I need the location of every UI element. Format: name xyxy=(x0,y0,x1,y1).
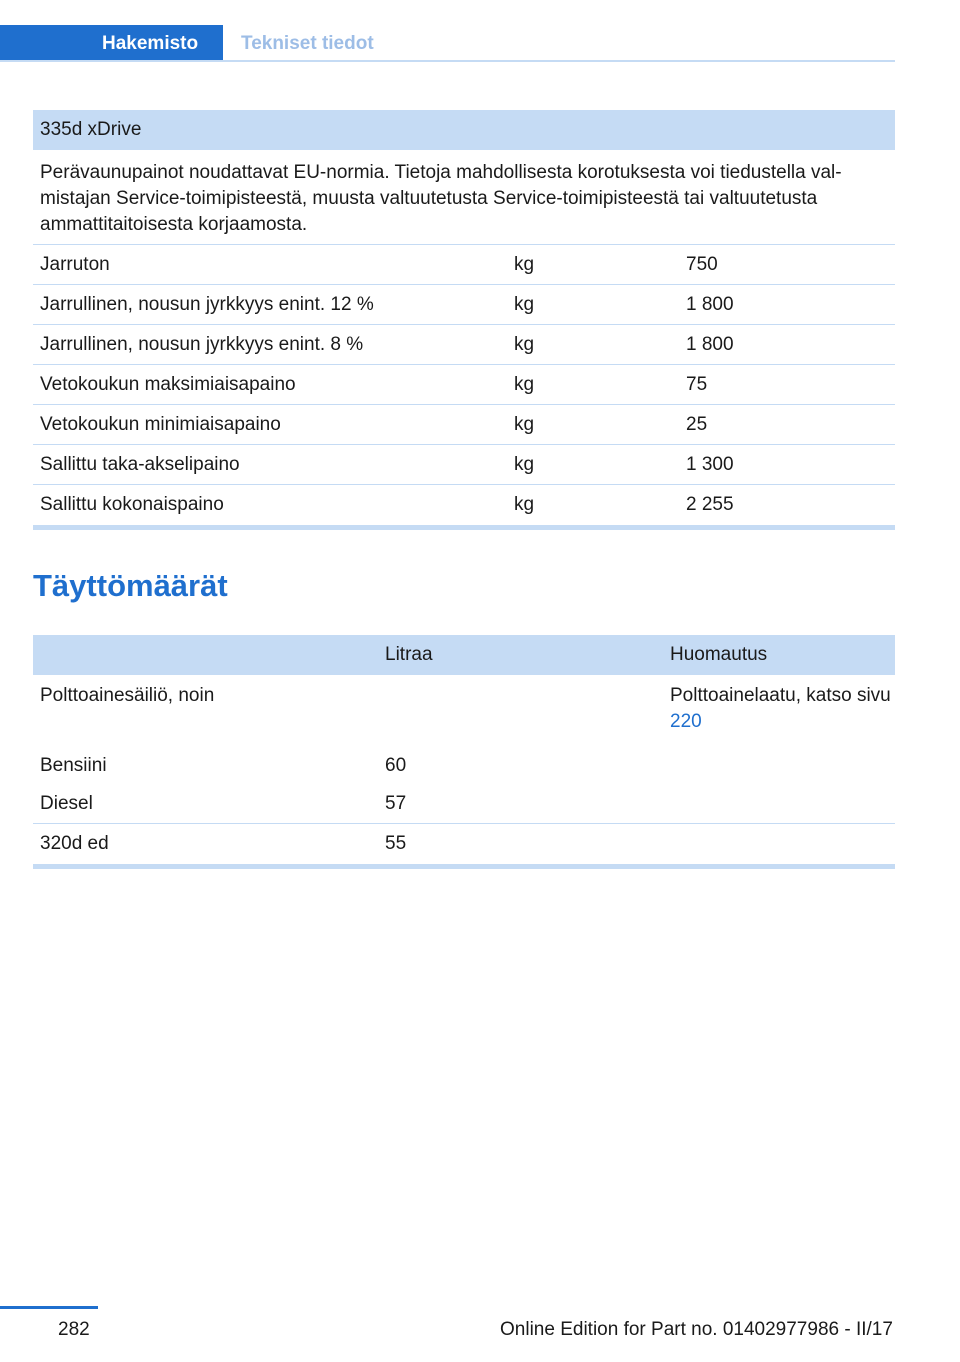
edition-text: Online Edition for Part no. 01402977986 - II/17 xyxy=(500,1319,893,1340)
row-value: 60 xyxy=(385,755,407,776)
table-row xyxy=(33,285,895,325)
row-value: 1 300 xyxy=(686,453,734,475)
table-bottom-rule xyxy=(33,525,895,530)
row-label: Vetokoukun minimiaisapaino xyxy=(40,413,281,435)
table-row xyxy=(33,365,895,405)
header-divider xyxy=(0,60,895,62)
row-label: Jarrullinen, nousun jyrkkyys enint. 12 % xyxy=(40,293,374,315)
table-heading: 335d xDrive xyxy=(33,110,895,150)
page-link[interactable]: 220 xyxy=(670,711,702,732)
row-label: Vetokoukun maksimiaisapaino xyxy=(40,373,296,395)
tab-hakemisto[interactable]: Hakemisto xyxy=(0,25,223,62)
row-unit: kg xyxy=(514,413,535,435)
table-row xyxy=(33,325,895,365)
table-row xyxy=(33,405,895,445)
table-row xyxy=(33,485,895,525)
row-label: Polttoainesäiliö, noin xyxy=(40,685,215,706)
tab-tekniset-tiedot[interactable]: Tekniset tiedot xyxy=(241,33,374,54)
row-value: 55 xyxy=(385,833,407,854)
row-value: 1 800 xyxy=(686,293,734,315)
row-label: Jarrullinen, nousun jyrkkyys enint. 8 % xyxy=(40,333,364,355)
table-row xyxy=(33,675,895,747)
header-litraa: Litraa xyxy=(385,644,433,665)
table-row xyxy=(33,245,895,285)
trailer-weights-table xyxy=(33,110,895,530)
table-row xyxy=(33,747,895,785)
row-note xyxy=(663,683,895,735)
row-unit: kg xyxy=(514,494,535,515)
row-unit: kg xyxy=(514,453,535,475)
row-value: 25 xyxy=(686,413,708,435)
row-label: Sallittu kokonaispaino xyxy=(40,494,224,515)
note-text: Polttoainelaatu, katso sivu xyxy=(670,685,891,706)
table-header-row xyxy=(33,635,895,675)
row-label: 320d ed xyxy=(40,833,109,854)
row-value: 2 255 xyxy=(686,494,734,515)
row-value: 57 xyxy=(385,793,407,814)
row-value: 1 800 xyxy=(686,333,734,355)
row-label: Diesel xyxy=(40,793,93,814)
row-unit: kg xyxy=(514,333,535,355)
table-note: Perävaunupainot noudattavat EU-normia. Tietoja mahdollisesta korotuksesta voi tiedustella val-mistajan Service-toimipisteestä, muusta valtuutetusta Service-toimipisteestä tai valtuutetusta ammattitaitoisesta korjaamosta. xyxy=(33,150,895,245)
fill-quantities-table xyxy=(33,635,895,869)
row-label: Bensiini xyxy=(40,755,107,776)
table-row xyxy=(33,445,895,485)
section-title: Täyttömäärät xyxy=(33,568,228,603)
table-row xyxy=(33,824,895,864)
row-unit: kg xyxy=(514,373,535,395)
row-unit: kg xyxy=(514,293,535,315)
row-value: 75 xyxy=(686,373,708,395)
header-tabs xyxy=(0,25,895,62)
row-unit: kg xyxy=(514,253,535,275)
header-huomautus: Huomautus xyxy=(670,644,768,665)
table-bottom-rule xyxy=(33,864,895,869)
row-value: 750 xyxy=(686,253,718,275)
row-label: Jarruton xyxy=(40,253,110,275)
row-label: Sallittu taka-akselipaino xyxy=(40,453,240,475)
footer-accent-line xyxy=(0,1306,98,1309)
table-row xyxy=(33,785,895,824)
page-number: 282 xyxy=(58,1319,90,1340)
